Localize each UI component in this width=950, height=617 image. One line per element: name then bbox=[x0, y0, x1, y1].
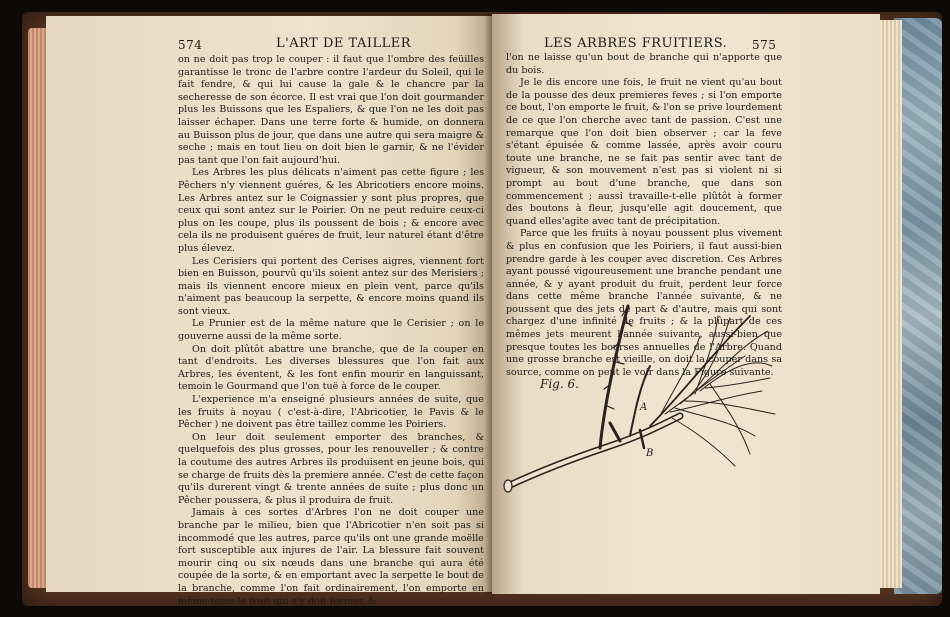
leaf-cluster bbox=[660, 316, 775, 466]
second-shoot bbox=[630, 366, 650, 436]
figure-label-b: B bbox=[646, 448, 654, 459]
left-paragraph: Les Arbres les plus délicats n'aiment pas cette figure ; les Pêchers n'y viennent guéres, & les Abricotiers encore moins. Les Arbres antez sur le Coignassier y sont plus propres, que ceux qui sont antez sur le Poirier. On ne peut reduire ceux-ci plus on les coupe, plus ils poussent de bois ; & encore avec cela ils ne produisent guéres de fruit, leur naturel étant d'être plus élevez. bbox=[178, 167, 484, 254]
main-branch-highlight bbox=[508, 416, 680, 486]
right-paragraph: l'on ne laisse qu'un bout de branche qui n'apporte que du bois. bbox=[506, 52, 782, 76]
right-page-edges bbox=[878, 20, 902, 588]
left-paragraph: Les Cerisiers qui portent des Cerises aigres, viennent fort bien en Buisson, pourvû qu'ils soient antez sur des Merisiers ; mais ils viennent encore mieux en plein vent, parce qu'ils n'aiment pas beaucoup la serpette, & encore moins quand ils sont vieux. bbox=[178, 255, 484, 317]
left-paragraph: Le Prunier est de la même nature que le Cerisier ; on le gouverne aussi de la même sorte. bbox=[178, 318, 484, 343]
left-page-text bbox=[178, 54, 484, 608]
right-paragraph: Je le dis encore une fois, le fruit ne vient qu'au bout de la pousse des deux premieres feves ; si l'on emporte ce bout, l'on emporte le fruit, & l'on se prive lourdement de ce que l'on cherche avec tant de passion. C'est une remarque que l'on doit bien observer ; car la feve s'étant épuisée & comme lassée, après avoir couru toute une branche, ne se fait pas sentir avec tant de vigueur, & son mouvement n'est pas si violent ni si prompt au bout d'une branche, que dans son commencement ; aussi travaille-t-elle plûtôt à former des boutons à fleur, jusqu'elle agit doucement, que quand elles'agite avec tant de précipitation. bbox=[506, 77, 782, 227]
upright-shoot bbox=[600, 306, 628, 448]
left-paragraph: On doit plûtôt abattre une branche, que de la couper en tant d'endroits. Les diverses blessures que l'on fait aux Arbres, les éventent, & les font enfin mourir en languissant, temoin le Gourmand que l'on tuë à force de le couper. bbox=[178, 343, 484, 393]
figure-caption: Fig. 6. bbox=[540, 377, 579, 391]
left-paragraph: On leur doit seulement emporter des branches, & quelquefois des plus grosses, pour les renouveller ; & contre la coutume des autres Arbres ils produisent en jeune bois, qui se charge de fruits dès la premiere année. C'est de cette façon qu'ils durerent vingt & trente années de suite ; plus donc un Pêcher poussera, & plus il produira de fruit. bbox=[178, 431, 484, 506]
left-paragraph: on ne doit pas trop le couper : il faut que l'ombre des feüilles garantisse le tronc de l'arbre contre l'ardeur du Soleil, qui le fait fendre, & qui lui cause la gale & le chancre par la secheresse de son écorce. Il est vrai que l'on doit gourmander plus les Buissons que les Espaliers, & que l'on ne les doit pas laisser échaper. Dans une terre forte & humide, on donnera au Buisson plus de jour, que dans une autre qui sera maigre & seche ; mais en tout lieu on doit bien le garnir, & ne l'évider pas tant que l'on fait aujourd'hui. bbox=[178, 54, 484, 166]
figure-label-a: A bbox=[640, 402, 648, 413]
left-page bbox=[46, 16, 492, 607]
left-paragraph: Jamais à ces sortes d'Arbres l'on ne doit couper une branche par le milieu, bien que l'Abricotier n'en soit pas si incommodé que les autres, parce qu'ils ont une grande moëlle fort susceptible aux injures de l'air. La blessure fait souvent mourir cinq ou six nœuds dans une branche qui aura été coupée de la sorte, & en emportant avec la serpette le bout de la branche, comme l'on fait ordinairement, l'on emporte en même-tems le fruit qui s'y doit former, & bbox=[178, 507, 484, 607]
stub bbox=[610, 423, 620, 441]
left-paragraph: L'experience m'a enseigné plusieurs années de suite, que les fruits à noyau ( c'est-à-dire, l'Abricotier, le Pavis & le Pêcher ) ne doivent pas être taillez comme les Poiriers. bbox=[178, 394, 484, 431]
left-page-number: 574 bbox=[178, 38, 203, 52]
right-paragraph: Parce que les fruits à noyau poussent plus vivement & plus en confusion que les Poiriers, il faut aussi-bien prendre garde à les couper avec discretion. Ces Arbres ayant poussé vigoureusement une branche pendant une année, & y ayant produit du fruit, perdent leur force dans cette même branche l'année suivante, & ne poussent que des jets de part & d'autre, mais qui sont chargez d'une infinité de fruits ; & la plûpart de ces mêmes jets meurent l'année suivante, aussi-bien que presque toutes les bourses annuelles de l'Arbre. Quand une grosse branche est vieille, on doit la couper dans sa source, comme on peut le voir dans la Figure suivante. bbox=[506, 228, 782, 378]
cut-end bbox=[504, 480, 512, 492]
right-running-head: LES ARBRES FRUITIERS. bbox=[544, 36, 728, 51]
right-page-number: 575 bbox=[752, 38, 777, 52]
branch-engraving bbox=[500, 296, 780, 506]
leaf-stem bbox=[650, 316, 750, 426]
left-running-head: L'ART DE TAILLER bbox=[276, 36, 412, 51]
